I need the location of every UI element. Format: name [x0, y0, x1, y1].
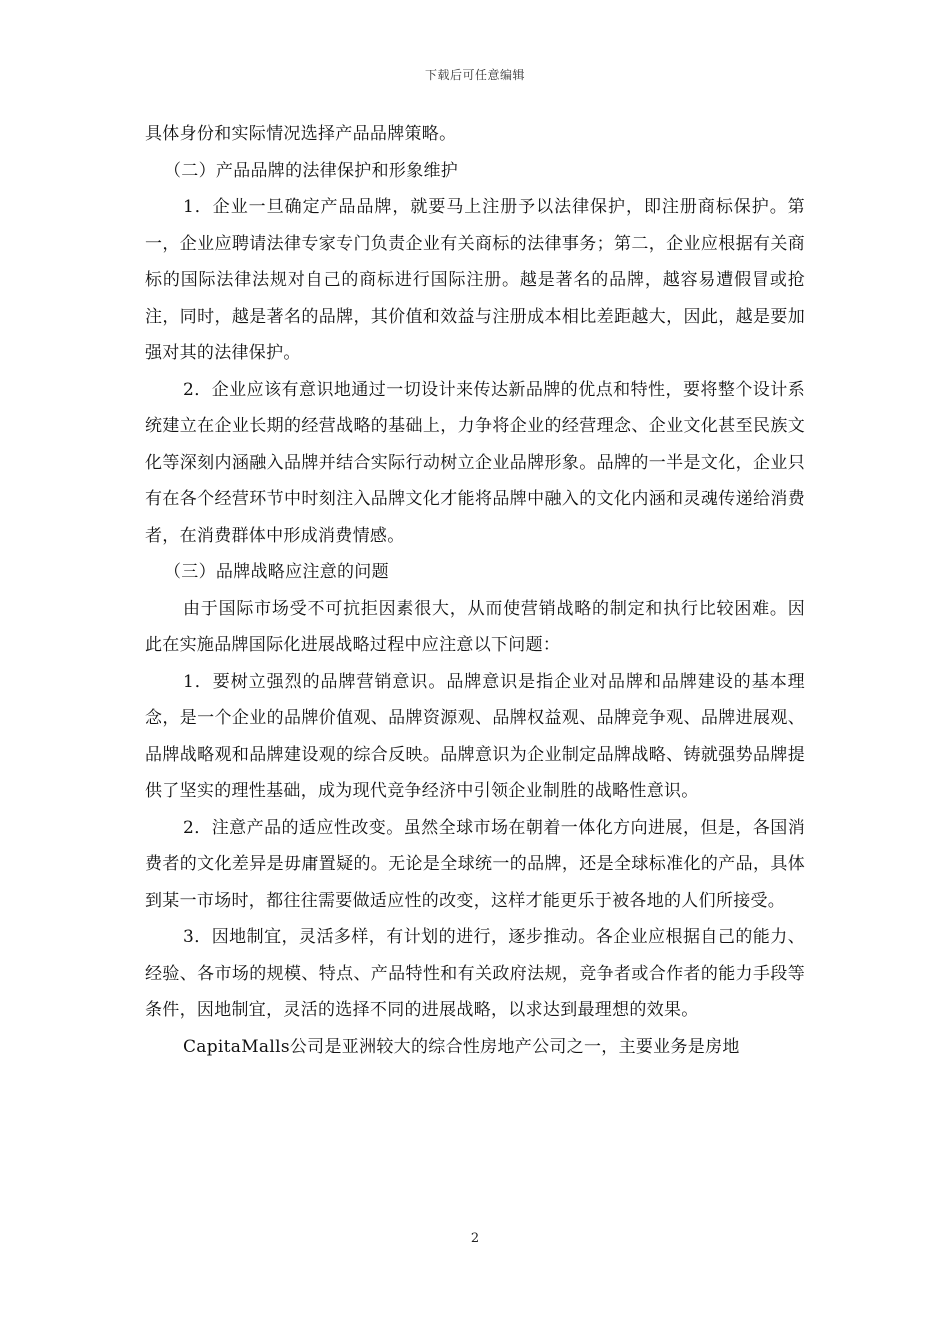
section-heading-3: （三）品牌战略应注意的问题 — [164, 562, 389, 582]
page-number: 2 — [470, 1231, 480, 1246]
section-heading-2: （二）产品品牌的法律保护和形象维护 — [164, 160, 459, 181]
paragraph-capitamalls: CapitaMalls公司是亚洲较大的综合性房地产公司之一，主要业务是房地 — [183, 1036, 740, 1057]
paragraph-local-conditions: 3．因地制宜，灵活多样，有计划的进行，逐步推动。各企业应根据自己的能力、经验、各市场的规模、特点、产品特性和有关政府法规，竞争者或合作者的能力手段等条件，因地制宜，灵活的选择不同的进展战略，以求达到最理想的效果。 — [145, 927, 805, 1020]
paragraph-legal-protection: 1．企业一旦确定产品品牌，就要马上注册予以法律保护，即注册商标保护。第一，企业应聘请法律专家专门负责企业有关商标的法律事务；第二，企业应根据有关商标的国际法律法规对自己的商标进行国际注册。越是著名的品牌，越容易遭假冒或抢注，同时，越是著名的品牌，其价值和效益与注册成本相比差距越大，因此，越是要加强对其的法律保护。 — [145, 197, 805, 363]
paragraph-product-adaptation: 2．注意产品的适应性改变。虽然全球市场在朝着一体化方向进展，但是，各国消费者的文化差异是毋庸置疑的。无论是全球统一的品牌，还是全球标准化的产品，具体到某一市场时，都往往需要做适应性的改变，这样才能更乐于被各地的人们所接受。 — [145, 817, 805, 911]
paragraph-brand-awareness: 1．要树立强烈的品牌营销意识。品牌意识是指企业对品牌和品牌建设的基本理念，是一个企业的品牌价值观、品牌资源观、品牌权益观、品牌竞争观、品牌进展观、品牌战略观和品牌建设观的综合反映。品牌意识为企业制定品牌战略、铸就强势品牌提供了坚实的理性基础，成为现代竞争经济中引领企业制胜的战略性意识。 — [145, 671, 805, 801]
document-body — [145, 116, 805, 1065]
page-header: 下载后可任意编辑 — [424, 68, 525, 82]
paragraph-continuation: 具体身份和实际情况选择产品品牌策略。 — [145, 124, 457, 144]
paragraph-brand-design: 2．企业应该有意识地通过一切设计来传达新品牌的优点和特性，要将整个设计系统建立在企业长期的经营战略的基础上，力争将企业的经营理念、企业文化甚至民族文化等深刻内涵融入品牌并结合实际行动树立企业品牌形象。品牌的一半是文化，企业只有在各个经营环节中时刻注入品牌文化才能将品牌中融入的文化内涵和灵魂传递给消费者，在消费群体中形成消费情感。 — [145, 379, 805, 546]
paragraph-intro-issues: 由于国际市场受不可抗拒因素很大，从而使营销战略的制定和执行比较困难。因此在实施品牌国际化进展战略过程中应注意以下问题： — [145, 598, 805, 655]
